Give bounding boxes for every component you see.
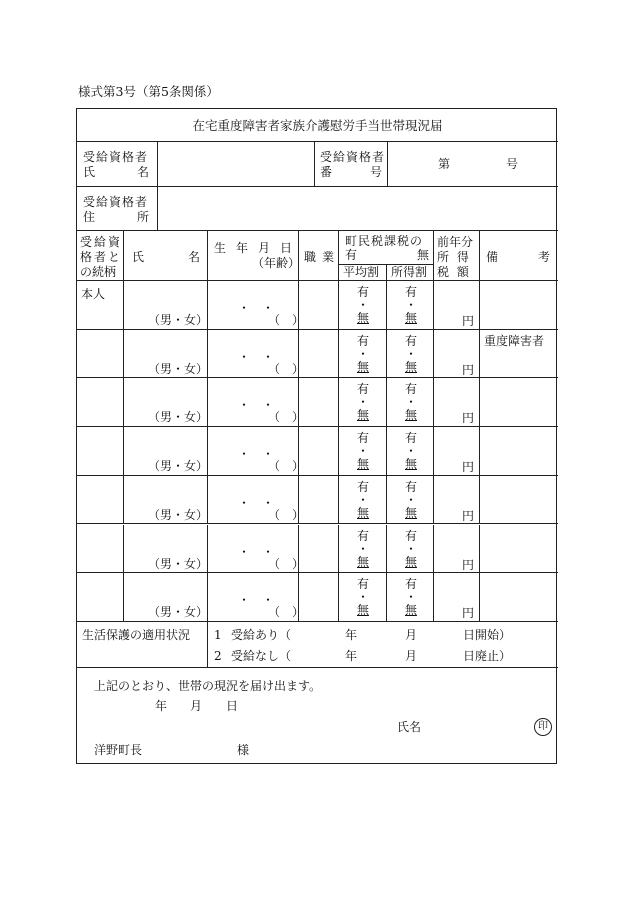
sign-label: 氏名 xyxy=(397,720,422,734)
sex-choice: （男・女） xyxy=(148,410,209,425)
row-1-birth[interactable] xyxy=(208,330,305,379)
row-4-relation[interactable] xyxy=(77,476,124,525)
tax-separator: ・ xyxy=(357,395,370,410)
row-0-birth[interactable] xyxy=(208,281,305,330)
row-3-remarks[interactable] xyxy=(480,427,558,476)
row-4-tax1[interactable] xyxy=(339,476,387,525)
date-year: 年 xyxy=(155,699,168,713)
row-2-birth[interactable] xyxy=(208,378,305,427)
row-5-tax1[interactable] xyxy=(339,525,387,574)
row-6-name[interactable] xyxy=(124,573,208,622)
applicant-address-field[interactable] xyxy=(158,187,558,231)
tax-separator: ・ xyxy=(405,395,418,410)
tax-no: 無 xyxy=(357,408,370,423)
row-5-remarks[interactable] xyxy=(480,525,558,574)
row-6-tax1[interactable] xyxy=(339,573,387,622)
yen-unit: 円 xyxy=(462,460,475,475)
yen-unit: 円 xyxy=(462,314,475,328)
row-3-tax2[interactable] xyxy=(387,427,434,476)
row-3-job[interactable] xyxy=(299,427,339,476)
row-2-job[interactable] xyxy=(299,378,339,427)
date-month: 月 xyxy=(190,699,203,713)
tax-separator: ・ xyxy=(357,492,370,507)
birth-date-dots: ・ ・ xyxy=(238,495,275,510)
tax-yes: 有 xyxy=(357,333,370,348)
yen-unit: 円 xyxy=(462,508,475,523)
row-1-job[interactable] xyxy=(299,330,339,379)
col-birth: 生 年 月 日 （年齢） xyxy=(208,231,299,281)
tax-no: 無 xyxy=(405,408,418,423)
row-2-remarks[interactable] xyxy=(480,378,558,427)
row-4-tax2[interactable] xyxy=(387,476,434,525)
row-1-relation[interactable] xyxy=(77,330,124,379)
tax-no: 無 xyxy=(405,359,418,374)
tax-yes: 有 xyxy=(405,528,418,543)
row-6-relation[interactable] xyxy=(77,573,124,622)
row-6-tax2[interactable] xyxy=(387,573,434,622)
row-3-name[interactable] xyxy=(124,427,208,476)
applicant-name-field[interactable] xyxy=(158,142,315,187)
row-2-relation[interactable] xyxy=(77,378,124,427)
col-remarks: 備 考 xyxy=(480,231,558,281)
row-1-name[interactable] xyxy=(124,330,208,379)
row-5-relation[interactable] xyxy=(77,525,124,574)
row-1-income[interactable] xyxy=(434,330,480,379)
sex-choice: （男・女） xyxy=(148,507,209,522)
row-relation: 本人 xyxy=(81,287,106,301)
row-4-income[interactable] xyxy=(434,476,480,525)
addressee: 洋野町長 xyxy=(94,743,143,757)
tax-no: 無 xyxy=(357,554,370,569)
sex-choice: （男・女） xyxy=(148,556,209,571)
tax-yes: 有 xyxy=(357,285,370,299)
tax-no: 無 xyxy=(405,603,418,618)
title-row xyxy=(77,109,558,142)
tax-separator: ・ xyxy=(405,298,418,312)
row-remarks: 重度障害者 xyxy=(484,333,545,348)
applicant-number-field[interactable]: 第 号 xyxy=(388,142,558,187)
applicant-address-label: 受給資格者 住 所 xyxy=(77,187,158,231)
yen-unit: 円 xyxy=(462,362,475,377)
birth-date-dots: ・ ・ xyxy=(238,447,275,462)
row-2-tax1[interactable] xyxy=(339,378,387,427)
seal: 印 xyxy=(534,718,552,736)
applicant-name-label: 受給資格者 氏 名 xyxy=(77,142,158,187)
welfare-label: 生活保護の適用状況 xyxy=(77,622,208,668)
age-paren: （ ） xyxy=(268,410,305,425)
statement: 上記のとおり、世帯の現況を届け出ます。 xyxy=(94,679,322,693)
applicant-number-label: 受給資格者 番 号 xyxy=(315,142,388,187)
tax-separator: ・ xyxy=(405,346,418,361)
yen-unit: 円 xyxy=(462,606,475,621)
birth-date-dots: ・ ・ xyxy=(238,349,275,364)
row-5-name[interactable] xyxy=(124,525,208,574)
col-name: 氏 名 xyxy=(124,231,208,281)
row-0-income[interactable] xyxy=(434,281,480,330)
row-4-name[interactable] xyxy=(124,476,208,525)
sex-choice: （男・女） xyxy=(148,459,209,474)
tax-yes: 有 xyxy=(405,577,418,592)
tax-yes: 有 xyxy=(405,382,418,397)
row-6-remarks[interactable] xyxy=(480,573,558,622)
col-tax-income: 所得割 xyxy=(387,265,434,281)
household-status-form xyxy=(76,108,557,764)
row-6-birth[interactable] xyxy=(208,573,305,622)
form-title: 在宅重度障害者家族介護慰労手当世帯現況届 xyxy=(192,118,443,133)
welfare-status[interactable]: 1 受給あり（ 年 月 日開始） 2 受給なし（ 年 月 日廃止） xyxy=(208,622,558,668)
tax-no: 無 xyxy=(405,311,418,325)
tax-no: 無 xyxy=(405,505,418,520)
col-tax: 町民税課税の 有 無 xyxy=(339,231,434,265)
row-4-birth[interactable] xyxy=(208,476,305,525)
birth-date-dots: ・ ・ xyxy=(238,301,275,315)
tax-separator: ・ xyxy=(405,590,418,605)
col-tax-per-capita: 平均割 xyxy=(339,265,387,281)
row-3-income[interactable] xyxy=(434,427,480,476)
row-0-relation[interactable] xyxy=(77,281,124,330)
tax-no: 無 xyxy=(405,554,418,569)
tax-yes: 有 xyxy=(405,431,418,446)
tax-yes: 有 xyxy=(357,431,370,446)
row-5-birth[interactable] xyxy=(208,525,305,574)
col-job: 職 業 xyxy=(299,231,339,281)
sex-choice: （男・女） xyxy=(148,313,209,327)
birth-date-dots: ・ ・ xyxy=(238,398,275,413)
tax-separator: ・ xyxy=(357,590,370,605)
tax-separator: ・ xyxy=(405,444,418,459)
form-number: 様式第3号（第5条関係） xyxy=(78,84,219,99)
age-paren: （ ） xyxy=(268,605,305,620)
row-5-job[interactable] xyxy=(299,525,339,574)
row-3-tax1[interactable] xyxy=(339,427,387,476)
tax-yes: 有 xyxy=(357,479,370,494)
age-paren: （ ） xyxy=(268,507,305,522)
yen-unit: 円 xyxy=(462,557,475,572)
tax-separator: ・ xyxy=(405,492,418,507)
row-5-income[interactable] xyxy=(434,525,480,574)
tax-separator: ・ xyxy=(405,541,418,556)
row-2-income[interactable] xyxy=(434,378,480,427)
tax-yes: 有 xyxy=(357,382,370,397)
tax-no: 無 xyxy=(357,359,370,374)
row-0-job[interactable] xyxy=(299,281,339,330)
row-1-remarks[interactable] xyxy=(480,330,558,379)
tax-yes: 有 xyxy=(405,285,418,299)
age-paren: （ ） xyxy=(268,556,305,571)
row-1-tax2[interactable] xyxy=(387,330,434,379)
row-3-birth[interactable] xyxy=(208,427,305,476)
tax-separator: ・ xyxy=(357,541,370,556)
tax-no: 無 xyxy=(357,457,370,472)
tax-separator: ・ xyxy=(357,346,370,361)
row-0-tax2[interactable] xyxy=(387,281,434,330)
row-0-tax1[interactable] xyxy=(339,281,387,330)
tax-no: 無 xyxy=(357,603,370,618)
age-paren: （ ） xyxy=(268,361,305,376)
tax-no: 無 xyxy=(357,311,370,325)
tax-separator: ・ xyxy=(357,444,370,459)
age-paren: （ ） xyxy=(268,313,305,327)
sex-choice: （男・女） xyxy=(148,361,209,376)
row-4-remarks[interactable] xyxy=(480,476,558,525)
birth-date-dots: ・ ・ xyxy=(238,544,275,559)
yen-unit: 円 xyxy=(462,411,475,426)
row-2-name[interactable] xyxy=(124,378,208,427)
row-6-job[interactable] xyxy=(299,573,339,622)
tax-yes: 有 xyxy=(357,577,370,592)
tax-yes: 有 xyxy=(405,479,418,494)
row-5-tax2[interactable] xyxy=(387,525,434,574)
tax-separator: ・ xyxy=(357,298,370,312)
date-day: 日 xyxy=(226,699,239,713)
row-0-remarks[interactable] xyxy=(480,281,558,330)
row-2-tax2[interactable] xyxy=(387,378,434,427)
sex-choice: （男・女） xyxy=(148,605,209,620)
row-3-relation[interactable] xyxy=(77,427,124,476)
row-6-income[interactable] xyxy=(434,573,480,622)
honorific: 様 xyxy=(237,743,250,757)
age-paren: （ ） xyxy=(268,459,305,474)
row-1-tax1[interactable] xyxy=(339,330,387,379)
tax-no: 無 xyxy=(357,505,370,520)
row-4-job[interactable] xyxy=(299,476,339,525)
tax-yes: 有 xyxy=(357,528,370,543)
col-income-tax: 前年分 所 得 税 額 xyxy=(434,231,480,281)
row-0-name[interactable] xyxy=(124,281,208,330)
tax-no: 無 xyxy=(405,457,418,472)
tax-yes: 有 xyxy=(405,333,418,348)
birth-date-dots: ・ ・ xyxy=(238,593,275,608)
col-relation: 受給資 格者と の続柄 xyxy=(77,231,124,281)
